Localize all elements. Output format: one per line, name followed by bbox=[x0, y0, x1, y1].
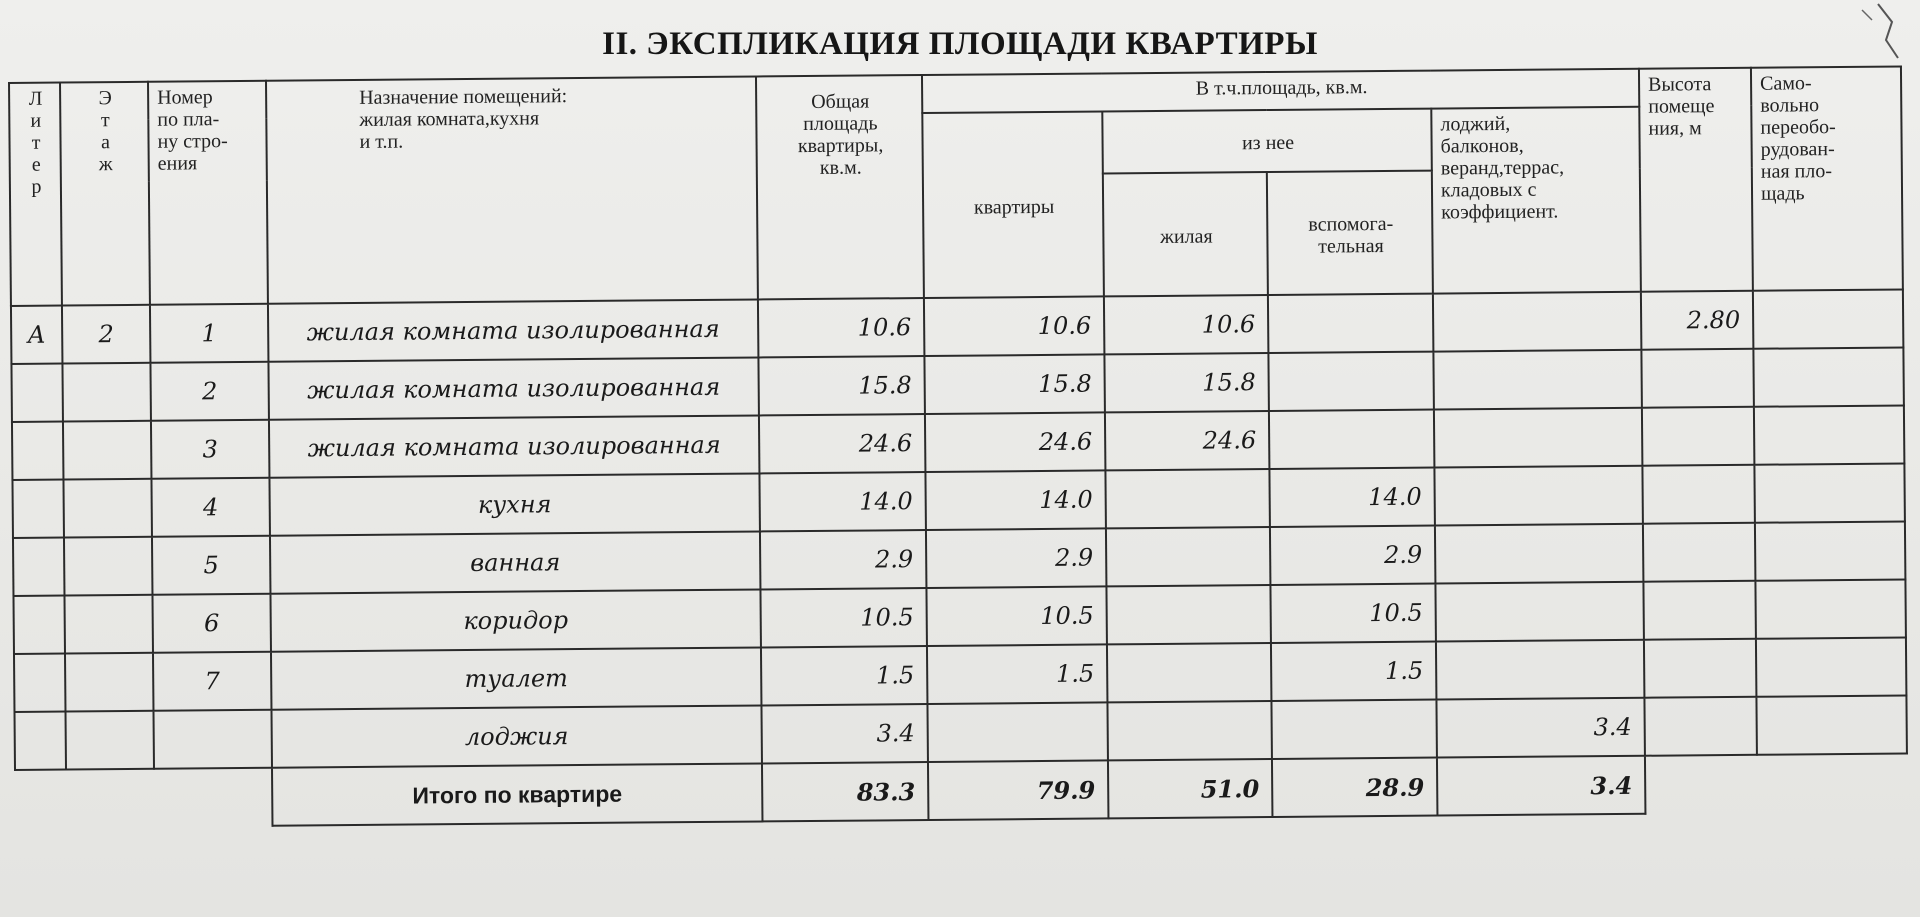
cell-floor: 2 bbox=[62, 305, 151, 364]
cell-apartment-area bbox=[927, 702, 1107, 762]
cell-auxiliary-area: 2.9 bbox=[1270, 526, 1435, 585]
cell-self-rebuilt-area bbox=[1755, 579, 1906, 638]
cell-plan-number: 4 bbox=[151, 478, 270, 537]
total-total: 83.3 bbox=[762, 762, 928, 821]
total-loggia: 3.4 bbox=[1437, 756, 1645, 816]
cell-apartment-area: 10.5 bbox=[926, 586, 1106, 646]
cell-plan-number: 7 bbox=[153, 652, 272, 711]
cell-plan-number: 1 bbox=[150, 304, 269, 363]
cell-room-height bbox=[1643, 581, 1756, 640]
cell-loggia-area bbox=[1436, 640, 1644, 700]
header-living-area: жилая bbox=[1103, 172, 1268, 296]
cell-plan-number: 6 bbox=[152, 594, 271, 653]
cell-liter bbox=[11, 364, 63, 422]
cell-total-area: 3.4 bbox=[761, 704, 927, 763]
cell-self-rebuilt-area bbox=[1754, 463, 1905, 522]
cell-room-purpose: кухня bbox=[269, 473, 759, 535]
cell-total-area: 10.6 bbox=[758, 298, 924, 357]
cell-auxiliary-area: 14.0 bbox=[1269, 468, 1434, 527]
cell-total-area: 14.0 bbox=[759, 472, 925, 531]
pen-mark bbox=[1848, 0, 1908, 80]
header-apartment-area: квартиры bbox=[922, 111, 1104, 298]
cell-floor bbox=[65, 653, 154, 712]
cell-living-area bbox=[1106, 527, 1270, 586]
cell-total-area: 1.5 bbox=[761, 646, 927, 705]
cell-apartment-area: 24.6 bbox=[925, 412, 1105, 472]
cell-loggia-area: 3.4 bbox=[1436, 698, 1644, 758]
cell-room-purpose: жилая комната изолированная bbox=[268, 357, 758, 419]
header-floor: Э т а ж bbox=[60, 82, 150, 306]
total-living: 51.0 bbox=[1108, 759, 1272, 818]
total-row-tail bbox=[1645, 753, 1907, 813]
cell-loggia-area bbox=[1433, 292, 1641, 352]
cell-loggia-area bbox=[1435, 524, 1643, 584]
cell-room-purpose: жилая комната изолированная bbox=[268, 299, 758, 361]
cell-plan-number bbox=[153, 710, 272, 769]
cell-living-area bbox=[1107, 701, 1271, 760]
cell-loggia-area bbox=[1435, 582, 1643, 642]
total-apartment: 79.9 bbox=[928, 760, 1108, 820]
cell-apartment-area: 10.6 bbox=[924, 296, 1104, 356]
cell-room-height bbox=[1642, 465, 1755, 524]
cell-apartment-area: 15.8 bbox=[924, 354, 1104, 414]
cell-self-rebuilt-area bbox=[1754, 405, 1905, 464]
cell-liter bbox=[13, 596, 65, 654]
cell-loggia-area bbox=[1434, 408, 1642, 468]
cell-room-height bbox=[1641, 349, 1754, 408]
cell-self-rebuilt-area bbox=[1755, 521, 1906, 580]
cell-floor bbox=[63, 479, 152, 538]
header-room-purpose: Назначение помещений: жилая комната,кухня и т.п. bbox=[266, 76, 758, 303]
cell-self-rebuilt-area bbox=[1756, 637, 1907, 696]
cell-auxiliary-area bbox=[1269, 410, 1434, 469]
cell-liter bbox=[14, 654, 66, 712]
page-title: II. ЭКСПЛИКАЦИЯ ПЛОЩАДИ КВАРТИРЫ bbox=[602, 26, 1318, 62]
cell-living-area bbox=[1106, 585, 1271, 644]
cell-room-purpose: жилая комната изолированная bbox=[269, 415, 759, 477]
header-room-height: Высота помеще ния, м bbox=[1639, 68, 1753, 292]
cell-living-area: 24.6 bbox=[1105, 411, 1269, 470]
header-auxiliary-area: вспомога- тельная bbox=[1267, 171, 1433, 295]
cell-auxiliary-area: 1.5 bbox=[1271, 642, 1436, 701]
header-liter: Л и т е р bbox=[9, 83, 62, 306]
cell-floor bbox=[62, 363, 151, 422]
cell-room-height: 2.80 bbox=[1641, 291, 1754, 350]
cell-living-area: 10.6 bbox=[1104, 295, 1268, 354]
cell-apartment-area: 14.0 bbox=[925, 470, 1105, 530]
cell-loggia-area bbox=[1434, 466, 1642, 526]
cell-room-height bbox=[1643, 523, 1756, 582]
cell-room-purpose: коридор bbox=[270, 589, 760, 651]
cell-total-area: 2.9 bbox=[760, 530, 926, 589]
cell-loggia-area bbox=[1433, 350, 1641, 410]
total-aux: 28.9 bbox=[1272, 758, 1437, 817]
header-self-rebuilt-area: Само- вольно переобо- рудован- ная пло- щадь bbox=[1751, 66, 1903, 290]
header-plan-number: Номер по пла- ну стро- ения bbox=[148, 81, 268, 305]
cell-floor bbox=[65, 711, 154, 770]
cell-total-area: 10.5 bbox=[760, 588, 926, 647]
cell-self-rebuilt-area bbox=[1756, 695, 1907, 754]
header-total-area: Общая площадь квартиры, кв.м. bbox=[756, 75, 924, 299]
cell-room-height bbox=[1642, 407, 1755, 466]
cell-living-area bbox=[1107, 643, 1271, 702]
header-of-which: из нее bbox=[1102, 109, 1432, 174]
cell-apartment-area: 2.9 bbox=[926, 528, 1106, 588]
header-including-area: В т.ч.площадь, кв.м. bbox=[922, 69, 1639, 113]
cell-living-area bbox=[1105, 469, 1269, 528]
cell-total-area: 15.8 bbox=[758, 356, 924, 415]
total-row-spacer bbox=[15, 768, 272, 828]
cell-floor bbox=[64, 595, 153, 654]
cell-total-area: 24.6 bbox=[759, 414, 925, 473]
cell-liter bbox=[13, 538, 65, 596]
cell-self-rebuilt-area bbox=[1753, 289, 1904, 348]
cell-plan-number: 3 bbox=[151, 420, 270, 479]
cell-living-area: 15.8 bbox=[1104, 353, 1268, 412]
cell-auxiliary-area bbox=[1268, 352, 1433, 411]
header-loggias: лоджий, балконов, веранд,террас, кладовых с коэффициент. bbox=[1431, 107, 1641, 294]
cell-room-height bbox=[1644, 639, 1757, 698]
cell-room-height bbox=[1644, 697, 1757, 756]
total-label: Итого по квартире bbox=[272, 763, 762, 825]
cell-floor bbox=[64, 537, 153, 596]
cell-auxiliary-area bbox=[1268, 294, 1433, 353]
cell-room-purpose: лоджия bbox=[271, 705, 761, 767]
cell-apartment-area: 1.5 bbox=[927, 644, 1107, 704]
cell-plan-number: 5 bbox=[152, 536, 271, 595]
cell-room-purpose: ванная bbox=[270, 531, 760, 593]
cell-liter: А bbox=[11, 306, 63, 364]
cell-auxiliary-area bbox=[1271, 700, 1436, 759]
cell-plan-number: 2 bbox=[150, 362, 269, 421]
cell-liter bbox=[14, 712, 66, 770]
cell-floor bbox=[63, 421, 152, 480]
cell-liter bbox=[12, 480, 64, 538]
explication-table bbox=[8, 65, 1908, 828]
cell-auxiliary-area: 10.5 bbox=[1270, 584, 1435, 643]
cell-self-rebuilt-area bbox=[1753, 347, 1904, 406]
cell-liter bbox=[12, 422, 64, 480]
cell-room-purpose: туалет bbox=[271, 647, 761, 709]
